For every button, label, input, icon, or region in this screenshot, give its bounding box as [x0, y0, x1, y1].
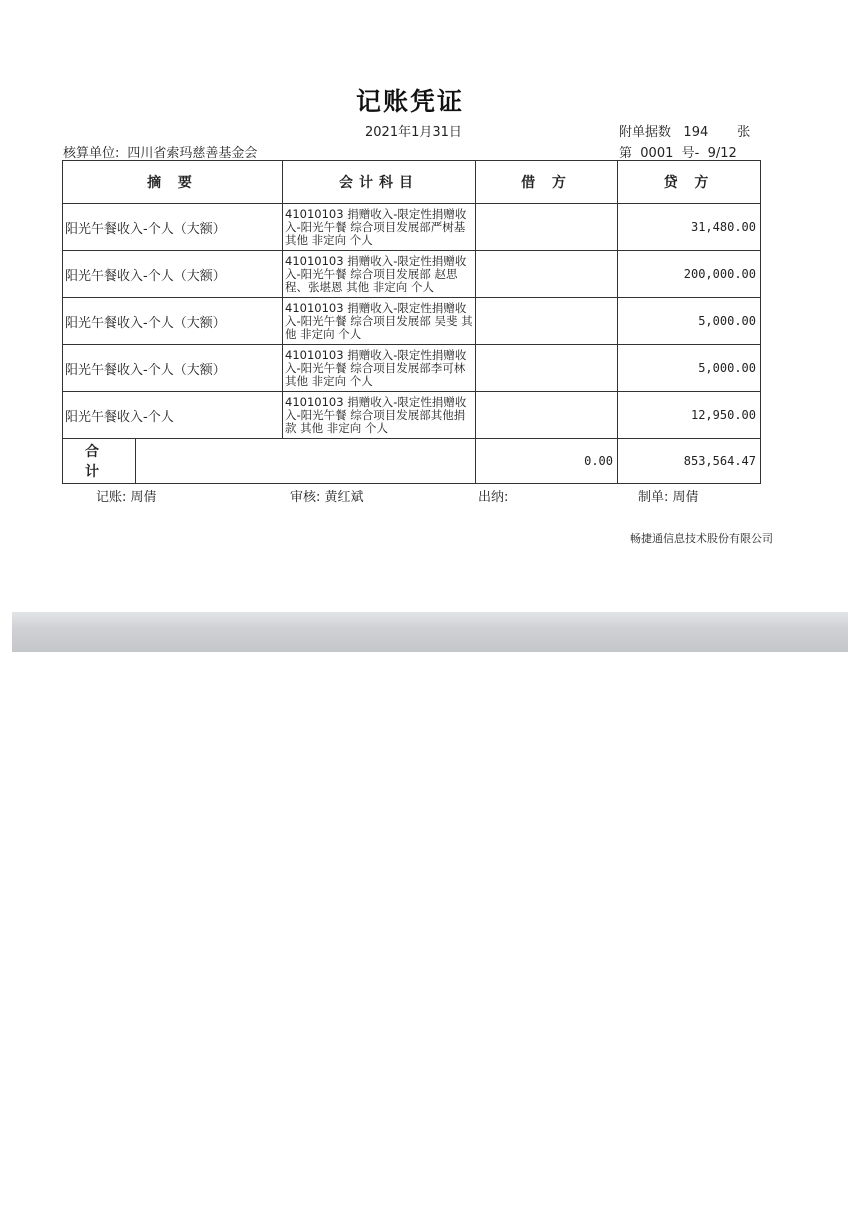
voucher-number-prefix: 第 [619, 146, 633, 161]
table-row [63, 298, 761, 345]
row-summary: 阳光午餐收入-个人（大额） [63, 251, 283, 298]
row-credit: 5,000.00 [618, 298, 761, 345]
row-account: 41010103 捐赠收入-限定性捐赠收入-阳光午餐 综合项目发展部严树基 其他 非定向 个人 [283, 204, 476, 251]
attachment-unit: 张 [737, 125, 751, 140]
header-credit: 贷 方 [618, 161, 761, 204]
attachment-label: 附单据数 [619, 125, 672, 140]
row-debit [476, 204, 618, 251]
row-credit: 12,950.00 [618, 392, 761, 439]
header-debit: 借 方 [476, 161, 618, 204]
voucher-number-value: 0001 [640, 146, 674, 161]
attachment-count [619, 121, 750, 140]
total-debit: 0.00 [476, 439, 618, 484]
row-summary: 阳光午餐收入-个人（大额） [63, 345, 283, 392]
header-summary: 摘 要 [63, 161, 283, 204]
bookkeeper-signature: 记账: 周倩 [96, 490, 157, 505]
voucher-page: 9/12 [707, 146, 737, 161]
scan-edge-shadow [12, 612, 848, 652]
row-debit [476, 392, 618, 439]
voucher-number [619, 142, 737, 161]
row-summary: 阳光午餐收入-个人（大额） [63, 204, 283, 251]
row-credit: 31,480.00 [618, 204, 761, 251]
row-account: 41010103 捐赠收入-限定性捐赠收入-阳光午餐 综合项目发展部李可林 其他 非定向 个人 [283, 345, 476, 392]
header-account: 会计科目 [283, 161, 476, 204]
row-summary: 阳光午餐收入-个人 [63, 392, 283, 439]
accounting-unit-label: 核算单位: [63, 146, 120, 161]
preparer-signature: 制单: 周倩 [638, 490, 699, 505]
reviewer-signature: 审核: 黄红斌 [290, 490, 364, 505]
total-label-cell [63, 439, 476, 484]
cashier-signature: 出纳: [478, 490, 509, 505]
row-account: 41010103 捐赠收入-限定性捐赠收入-阳光午餐 综合项目发展部其他捐款 其他 非定向 个人 [283, 392, 476, 439]
accounting-unit [63, 142, 257, 161]
table-header-row [63, 161, 761, 204]
voucher-table [62, 160, 761, 484]
total-blank [136, 439, 475, 483]
voucher-title: 记账凭证 [355, 87, 464, 116]
company-name: 畅捷通信息技术股份有限公司 [630, 532, 773, 545]
table-row [63, 204, 761, 251]
row-account: 41010103 捐赠收入-限定性捐赠收入-阳光午餐 综合项目发展部 吴斐 其他 非定向 个人 [283, 298, 476, 345]
total-label: 合 计 [63, 439, 136, 483]
row-summary: 阳光午餐收入-个人（大额） [63, 298, 283, 345]
voucher-number-suffix: 号- [681, 146, 700, 161]
total-credit: 853,564.47 [618, 439, 761, 484]
attachment-number: 194 [683, 125, 709, 140]
row-account: 41010103 捐赠收入-限定性捐赠收入-阳光午餐 综合项目发展部 赵思程、张堪恩 其他 非定向 个人 [283, 251, 476, 298]
row-credit: 5,000.00 [618, 345, 761, 392]
row-debit [476, 298, 618, 345]
table-row [63, 345, 761, 392]
voucher-date: 2021年1月31日 [365, 125, 462, 140]
total-row [63, 439, 761, 484]
row-debit [476, 345, 618, 392]
accounting-unit-name: 四川省索玛慈善基金会 [127, 146, 258, 161]
table-row [63, 392, 761, 439]
table-row [63, 251, 761, 298]
row-debit [476, 251, 618, 298]
row-credit: 200,000.00 [618, 251, 761, 298]
